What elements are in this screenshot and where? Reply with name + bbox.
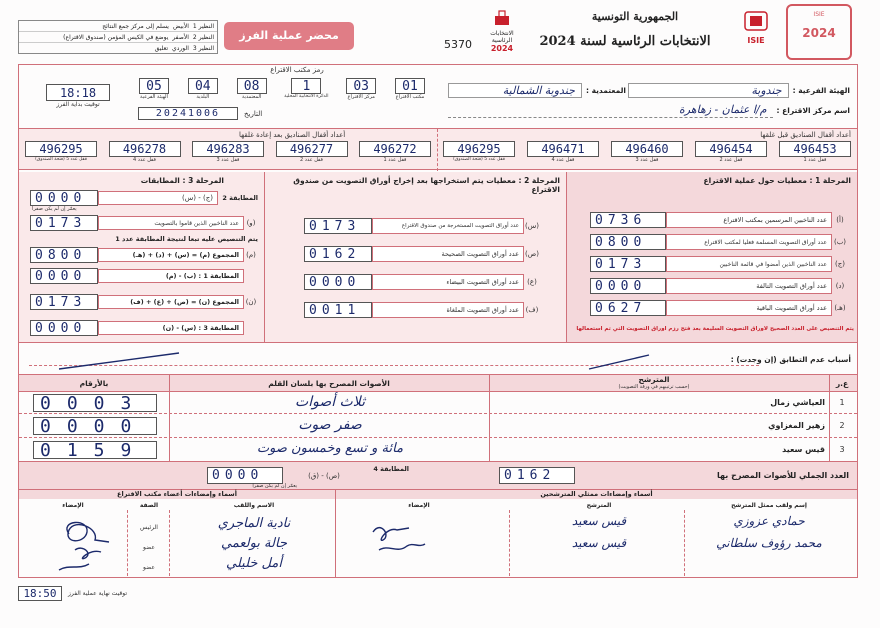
bureau-name: نادية الماجري bbox=[217, 516, 291, 531]
sub-authority-field bbox=[628, 82, 850, 98]
stage1-row: (أ) عدد الناخبين المرسمين بمكتب الاقتراع 0736 bbox=[586, 210, 848, 230]
candidate-name: قيس سعيد bbox=[782, 445, 825, 454]
rep-name: محمد رؤوف سلطاني bbox=[716, 536, 822, 550]
official-seal: ISIE 2024 bbox=[786, 4, 852, 60]
match1-value: 0800 bbox=[30, 247, 98, 263]
center-label: اسم مركز الاقتراع : bbox=[776, 105, 850, 115]
code-box: 05 الهيئة الفرعية bbox=[140, 79, 168, 100]
stage1-row: (د) عدد أوراق التصويت التالفة 0000 bbox=[586, 276, 848, 296]
isie-name: ISIE bbox=[747, 36, 765, 45]
stage1-rows bbox=[586, 210, 848, 320]
results-table bbox=[19, 374, 857, 462]
col-candidate-sub: (حسب ترتيبهم في ورقة التصويت) bbox=[618, 384, 690, 390]
discrepancy-strike bbox=[49, 347, 769, 371]
total-label: العدد الجملي للأصوات المصرح بها bbox=[717, 471, 849, 480]
col-words-header: الأصوات المصرح بها بلسان القلم bbox=[268, 379, 390, 388]
seal-box: 496295 قفل عدد 5 (فتحة الصندوق) bbox=[25, 141, 97, 163]
sub-authority-value: جندوبة bbox=[628, 83, 789, 98]
bureau-name: أمل خليلي bbox=[226, 556, 282, 571]
stage1-row: (ج) عدد الناخبين الذين أمضوا في قائمة الناخبين 0173 bbox=[586, 254, 848, 274]
seals-after-title: أعداد أقفال الصناديق بعد إعادة غلقها bbox=[239, 131, 346, 139]
seals-before-row bbox=[443, 141, 851, 163]
col-candidate-header: المترشح bbox=[638, 375, 670, 384]
seal-box: 496283 قفل عدد 3 bbox=[192, 141, 264, 163]
non-voters-row: (و) عدد الناخبين الذين قاموا بالتصويت 0173 bbox=[26, 214, 258, 232]
date-label: التاريخ bbox=[244, 110, 263, 118]
bureau-col-role: الصفة bbox=[139, 502, 159, 509]
match1-row: (ن) المجموع (ن) = (ص) + (ع) + (ف) 0173 bbox=[26, 293, 258, 311]
identification-section bbox=[18, 64, 858, 122]
votes-digits: 0159 bbox=[33, 441, 157, 459]
totals-row bbox=[19, 462, 857, 490]
non-voters-value: 0173 bbox=[30, 215, 98, 231]
code-box: 08 المعتمدية bbox=[230, 78, 274, 106]
bureau-signature bbox=[39, 514, 119, 574]
result-row: 2 زهير المغزاوي صفر صوت 0000 bbox=[19, 414, 857, 438]
seal-box: 496460 قفل عدد 3 bbox=[611, 141, 683, 163]
election-title: الانتخابات الرئاسية لسنة 2024 bbox=[539, 34, 711, 49]
stage1-value: 0000 bbox=[590, 278, 666, 294]
code-value: 01 bbox=[395, 78, 425, 94]
seals-before-title: أعداد أقفال الصناديق قبل غلقها bbox=[760, 131, 851, 139]
candidate-name: زهير المغزاوي bbox=[768, 421, 825, 430]
start-time-label: توقيت بداية الفرز bbox=[56, 101, 100, 108]
stage1-row: (هـ) عدد أوراق التصويت الباقية 0627 bbox=[586, 298, 848, 318]
end-time bbox=[18, 584, 158, 602]
match1-value: 0173 bbox=[30, 294, 98, 310]
match4-label: المطابقة 4 bbox=[373, 465, 409, 473]
stage1-value: 0627 bbox=[590, 300, 666, 316]
stage2-row: (ف) عدد أوراق التصويت الملغاة 0011 bbox=[300, 300, 540, 320]
match4-value: 0000 bbox=[207, 467, 283, 484]
reps-col-sign: الإمضاء bbox=[408, 502, 430, 509]
codes-row bbox=[132, 78, 432, 106]
end-time-value: 18:50 bbox=[18, 586, 62, 601]
form-title: محضر عملية الفرز bbox=[224, 22, 354, 50]
reps-title: أسماء وإمضاءات ممثلي المترشحين bbox=[540, 490, 653, 498]
stage1-value: 0173 bbox=[590, 256, 666, 272]
note-row: النظير 1 الأبيض يسلم إلى مركز جمع النتائج bbox=[19, 21, 217, 32]
stage2-row: (ع) عدد أوراق التصويت البيضاء 0000 bbox=[300, 272, 540, 292]
fill-zero-note: يعمّر إن لم يكن صفرا bbox=[32, 206, 77, 212]
match1-row: المطابقة 1 : (ب) - (م) 0000 bbox=[26, 267, 258, 285]
col-digits-header: بالأرقام bbox=[79, 379, 109, 388]
seals-after-row bbox=[25, 141, 431, 163]
stage2-value: 0173 bbox=[304, 218, 372, 234]
match1-row: المطابقة 3 : (س) - (ن) 0000 bbox=[26, 319, 258, 337]
center-field bbox=[448, 102, 850, 118]
date-field bbox=[138, 107, 238, 120]
code-value: 1 bbox=[291, 78, 321, 94]
votes-digits: 0003 bbox=[33, 394, 157, 412]
rep-candidate: قيس سعيد bbox=[571, 536, 627, 550]
codes-title: رمز مكتب الاقتراع bbox=[270, 66, 324, 74]
isie-emblem-icon bbox=[743, 10, 769, 32]
seal-box: 496471 قفل عدد 4 bbox=[527, 141, 599, 163]
seal-box: 496277 قفل عدد 2 bbox=[276, 141, 348, 163]
date-value: 20241006 bbox=[138, 107, 238, 120]
code-box: 03 مركز الاقتراع bbox=[347, 79, 375, 100]
delegation-value: جندوبة الشمالية bbox=[448, 83, 582, 98]
code-value: 04 bbox=[188, 78, 218, 94]
bureau-title: أسماء وإمضاءات أعضاء مكتب الاقتراع bbox=[117, 490, 237, 498]
votes-words: صفر صوت bbox=[298, 417, 362, 433]
discrepancy-section bbox=[19, 342, 857, 372]
rep-candidate: قيس سعيد bbox=[571, 514, 627, 528]
discrepancy-label: أسباب عدم التطابق (إن وجدت) : bbox=[730, 355, 851, 364]
start-time bbox=[46, 84, 110, 108]
form-number: 5370 bbox=[444, 38, 472, 51]
republic-name: الجمهورية التونسية bbox=[591, 10, 679, 23]
candidate-name: العياشي زمال bbox=[770, 398, 825, 407]
note-row: النظير 3 الوردي تعليق bbox=[154, 44, 214, 52]
stage3-title: المرحلة 3 : المطابقات bbox=[140, 176, 224, 185]
stage1-value: 0800 bbox=[590, 234, 666, 250]
election-logo-year: 2024 bbox=[490, 44, 514, 53]
code-box: 01 مكتب الاقتراع bbox=[395, 79, 425, 100]
stage2-title: المرحلة 2 : معطيات يتم استخراجها بعد إخراج أوراق التصويت من صندوق الاقتراع bbox=[293, 176, 560, 194]
code-value: 03 bbox=[346, 78, 376, 94]
stage1-value: 0736 bbox=[590, 212, 666, 228]
signatures-section bbox=[19, 490, 857, 578]
bureau-name: جالة بولعمي bbox=[221, 536, 287, 551]
stage2-row: (س) عدد أوراق التصويت المستخرجة من صندوق الاقتراع 0173 bbox=[300, 216, 540, 236]
bureau-col-sign: الإمضاء bbox=[62, 502, 84, 509]
match4-formula: (ص) - (ق) bbox=[308, 472, 340, 480]
match1-row: (م) المجموع (م) = (س) + (د) + (هـ) 0800 bbox=[26, 246, 258, 264]
reps-col-candidate: المترشح bbox=[586, 502, 612, 509]
seal-year: 2024 bbox=[802, 26, 836, 40]
match1-title: يتم التنصيص عليه تبعا لنتيجة المطابقة عدد 1 bbox=[115, 235, 258, 243]
stage2-rows bbox=[300, 216, 540, 320]
bureau-role: عضو bbox=[143, 564, 155, 571]
bureau-col-name: الاسم واللقب bbox=[233, 502, 275, 509]
stage1-title: المرحلة 1 : معطيات حول عملية الاقتراع bbox=[703, 176, 851, 185]
form-header bbox=[0, 0, 880, 64]
code-value: 05 bbox=[139, 78, 169, 94]
stage1-note: يتم التنصيص على العدد الصحيح لأوراق التصويت السليمة بعد فتح رزم أوراق التصويت التي تم استعمالها bbox=[576, 326, 854, 332]
election-logo-text: الانتخابات الرئاسية bbox=[490, 30, 514, 44]
seal-box: 496295 قفل عدد 5 (فتحة الصندوق) bbox=[443, 141, 515, 163]
code-box: 04 البلدية bbox=[181, 78, 225, 106]
stage2-value: 0162 bbox=[304, 246, 372, 262]
seal-box: 496453 قفل عدد 1 bbox=[779, 141, 851, 163]
ballot-box-icon bbox=[494, 10, 510, 26]
match2-value: 0000 bbox=[30, 190, 98, 206]
seal-box: 496278 قفل عدد 4 bbox=[109, 141, 181, 163]
fill-zero-note-2: يعمّر إن لم يكن صفرا bbox=[252, 483, 297, 489]
stage2-value: 0000 bbox=[304, 274, 372, 290]
votes-words: مائة و تسع وخمسون صوت bbox=[256, 441, 404, 456]
total-value: 0162 bbox=[499, 467, 575, 484]
rep-name: حمادي عزوزي bbox=[733, 514, 805, 528]
seals-section bbox=[19, 128, 857, 170]
result-row: 3 قيس سعيد مائة و تسع وخمسون صوت 0159 bbox=[19, 438, 857, 462]
bureau-role: عضو bbox=[143, 544, 155, 551]
election-logo bbox=[482, 10, 522, 58]
start-time-value: 18:18 bbox=[46, 84, 110, 101]
delegation-label: المعتمدية : bbox=[585, 85, 626, 95]
seal-box: 496272 قفل عدد 1 bbox=[359, 141, 431, 163]
isie-logo bbox=[734, 10, 778, 50]
match1-value: 0000 bbox=[30, 320, 98, 336]
result-row: 1 العياشي زمال ثلاث أصوات 0003 bbox=[19, 392, 857, 414]
code-box: 1 الدائرة الانتخابية المحلية bbox=[284, 79, 329, 99]
stage3-body bbox=[26, 190, 258, 337]
votes-words: ثلاث أصوات bbox=[295, 394, 365, 410]
stage2-row: (ص) عدد أوراق التصويت الصحيحة 0162 bbox=[300, 244, 540, 264]
votes-digits: 0000 bbox=[33, 417, 157, 435]
sub-authority-label: الهيئة الفرعية : bbox=[792, 85, 850, 95]
copies-notes bbox=[18, 20, 218, 54]
note-row: النظير 2 الأصفر يوضع في الكيس المؤمن (صندوق الاقتراع) bbox=[19, 32, 217, 43]
stage2-value: 0011 bbox=[304, 302, 372, 318]
match1-value: 0000 bbox=[30, 268, 98, 284]
col-num-header: ع.ر bbox=[835, 379, 849, 388]
code-value: 08 bbox=[237, 78, 267, 94]
match2-row: المطابقة 2 (ج) - (س) 0000 bbox=[26, 190, 258, 206]
reps-col-name: إسم ولقب ممثل المترشح bbox=[731, 502, 807, 509]
end-time-label: توقيت نهاية عملية الفرز bbox=[68, 589, 128, 597]
seal-box: 496454 قفل عدد 2 bbox=[695, 141, 767, 163]
delegation-field bbox=[448, 82, 626, 98]
rep-signature bbox=[369, 518, 429, 556]
stage1-row: (ب) عدد أوراق التصويت المسلمة فعليا لمكتب الاقتراع 0800 bbox=[586, 232, 848, 252]
center-value: م/ا عثمان - زهاهرة bbox=[448, 103, 773, 118]
bureau-role: الرئيس bbox=[140, 524, 158, 531]
